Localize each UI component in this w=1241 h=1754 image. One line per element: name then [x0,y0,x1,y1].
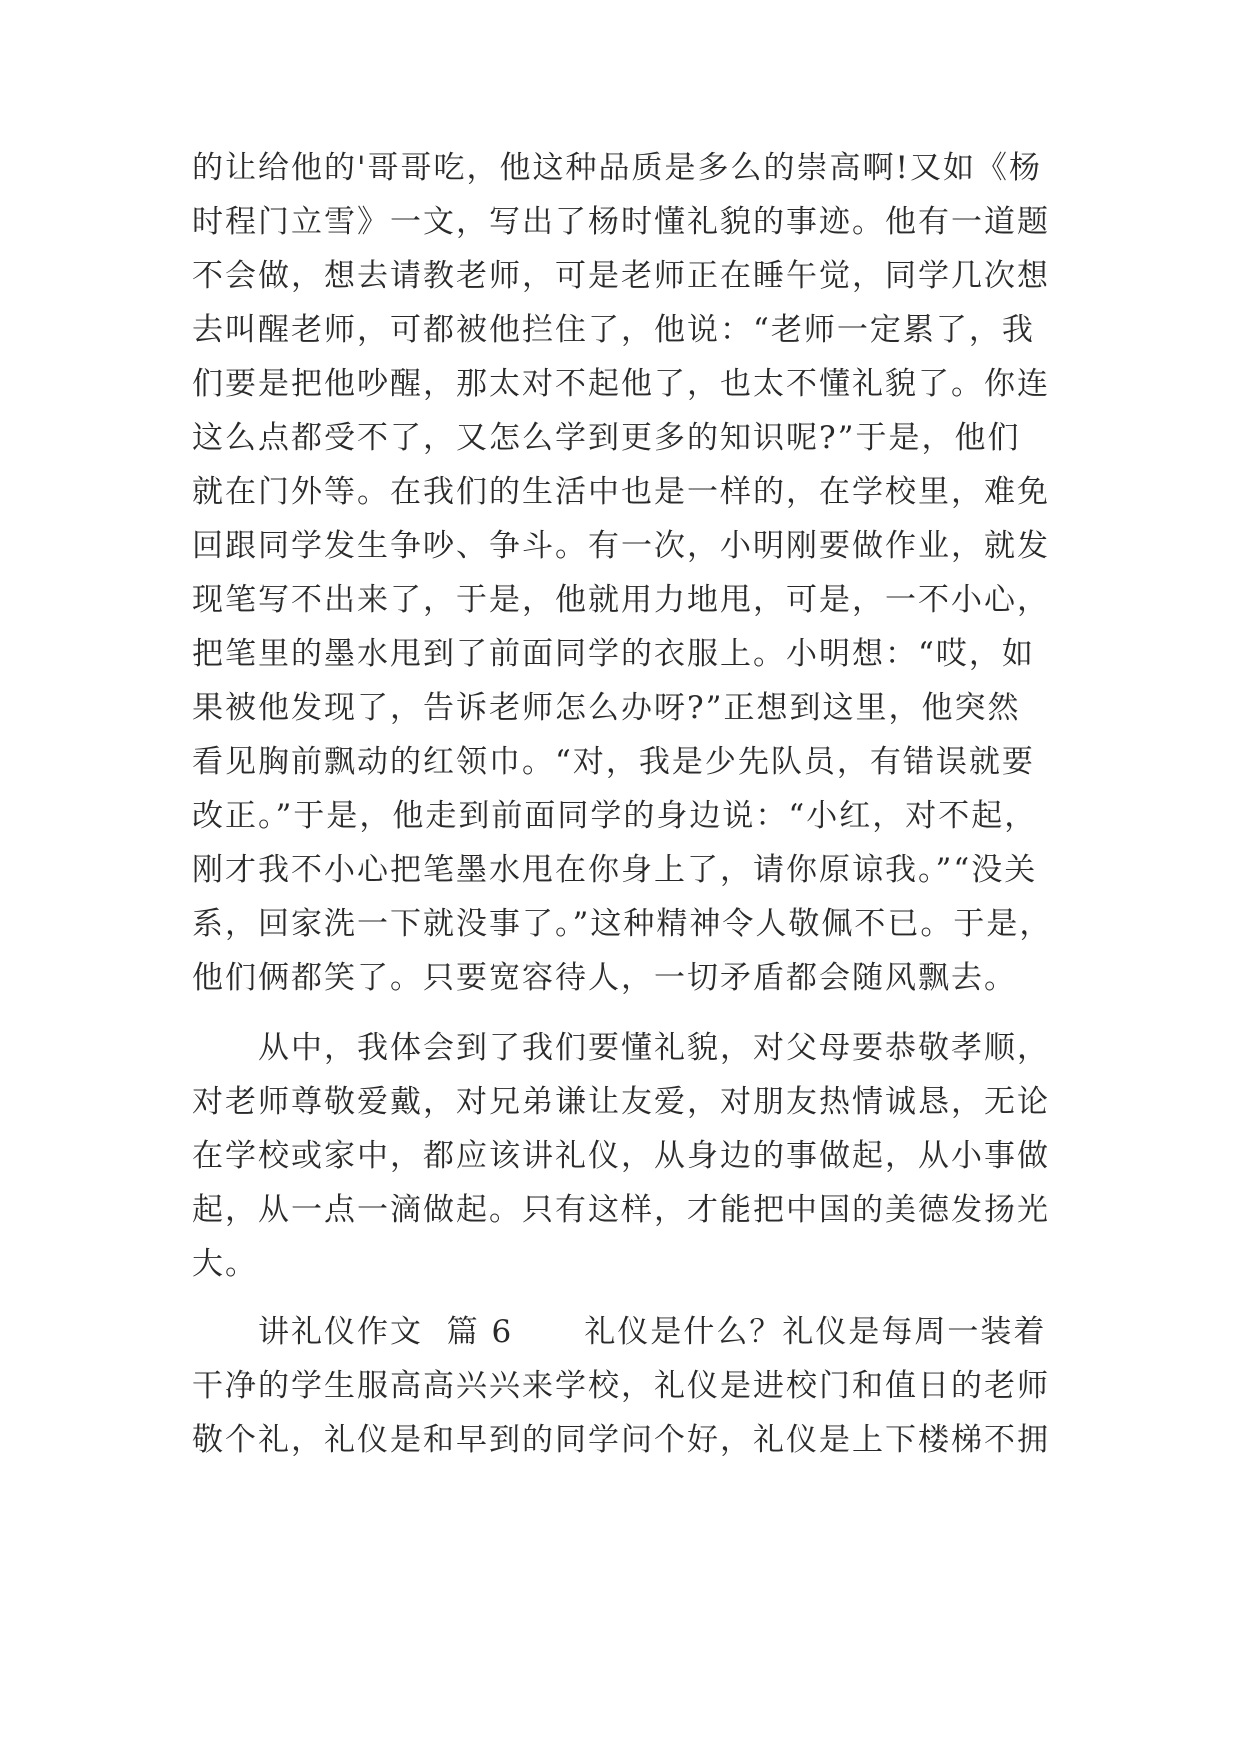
paragraph-line: 这么点都受不了，又怎么学到更多的知识呢?”于是，他们 [192,420,1021,456]
paragraph-line: 现笔写不出来了，于是，他就用力地甩，可是，一不小心， [192,582,1050,618]
paragraph-line: 对老师尊敬爱戴，对兄弟谦让友爱，对朋友热情诚恳，无论 [192,1084,1050,1120]
paragraph-line: 就在门外等。在我们的生活中也是一样的，在学校里，难免 [192,474,1050,510]
paragraph-line: 系，回家洗一下就没事了。”这种精神令人敬佩不已。于是， [192,906,1053,942]
paragraph-line: 刚才我不小心把笔墨水甩在你身上了，请你原谅我。”“没关 [192,852,1038,888]
paragraph-line: 的让给他的'哥哥吃，他这种品质是多么的崇高啊!又如《杨 [192,150,1042,186]
paragraph-line: 从中，我体会到了我们要懂礼貌，对父母要恭敬孝顺， [258,1030,1050,1066]
paragraph-line: 不会做，想去请教老师，可是老师正在睡午觉，同学几次想 [192,258,1050,294]
paragraph-line: 去叫醒老师，可都被他拦住了，他说：“老师一定累了，我 [192,312,1035,348]
paragraph-line: 时程门立雪》一文，写出了杨时懂礼貌的事迹。他有一道题 [192,204,1050,240]
paragraph-line: 干净的学生服高高兴兴来学校，礼仪是进校门和值日的老师 [192,1368,1050,1404]
paragraph-line: 们要是把他吵醒，那太对不起他了，也太不懂礼貌了。你连 [192,366,1050,402]
section-heading-line: 讲礼仪作文 篇 6 礼仪是什么？礼仪是每周一装着 [258,1314,1047,1350]
paragraph-line: 他们俩都笑了。只要宽容待人，一切矛盾都会随风飘去。 [192,960,1017,996]
paragraph-line: 起，从一点一滴做起。只有这样，才能把中国的美德发扬光 [192,1192,1050,1228]
paragraph-line: 把笔里的墨水甩到了前面同学的衣服上。小明想：“哎，如 [192,636,1035,672]
paragraph-line: 敬个礼，礼仪是和早到的同学问个好，礼仪是上下楼梯不拥 [192,1422,1050,1458]
paragraph-line: 看见胸前飘动的红领巾。“对，我是少先队员，有错误就要 [192,744,1035,780]
paragraph-line: 回跟同学发生争吵、争斗。有一次，小明刚要做作业，就发 [192,528,1050,564]
paragraph-line: 改正。”于是，他走到前面同学的身边说：“小红，对不起， [192,798,1038,834]
paragraph-line: 果被他发现了，告诉老师怎么办呀?”正想到这里，他突然 [192,690,1021,726]
paragraph-line: 在学校或家中，都应该讲礼仪，从身边的事做起，从小事做 [192,1138,1050,1174]
paragraph-line: 大。 [192,1246,258,1282]
